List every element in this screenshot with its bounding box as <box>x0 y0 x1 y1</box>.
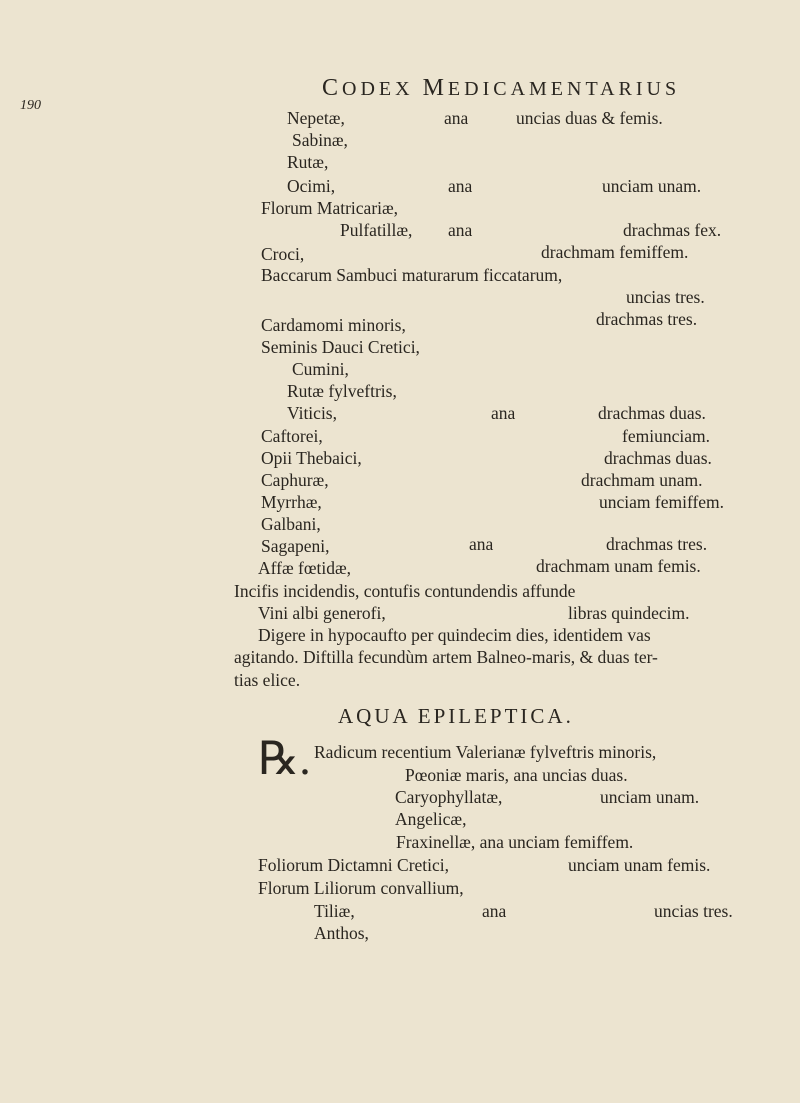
text-line: Cardamomi minoris, <box>261 315 406 335</box>
text-line: agitando. Diftilla fecundùm artem Balneo-maris, & duas ter- <box>234 647 658 667</box>
recipe-symbol: ℞. <box>258 733 311 784</box>
page-number: 190 <box>20 98 41 113</box>
text-line: ana <box>469 534 494 554</box>
text-line: Sabinæ, <box>292 130 348 150</box>
text-line: drachmas tres. <box>606 534 708 554</box>
running-header: CODEX MEDICAMENTARIUS <box>322 75 681 101</box>
text-line: Angelicæ, <box>395 809 467 829</box>
text-line: Radicum recentium Valerianæ fylveftris minoris, <box>314 742 657 762</box>
text-line: Digere in hypocaufto per quindecim dies, identidem vas <box>258 625 651 645</box>
text-line: Fraxinellæ, ana unciam femiffem. <box>396 832 634 852</box>
text-line: unciam unam femis. <box>568 855 711 875</box>
text-line: drachmas fex. <box>623 220 722 240</box>
text-line: Cumini, <box>292 359 349 379</box>
text-line: uncias tres. <box>654 901 733 921</box>
text-line: tias elice. <box>234 670 301 690</box>
text-line: Foliorum Dictamni Cretici, <box>258 855 450 875</box>
text-line: Galbani, <box>261 514 321 534</box>
text-line: ana <box>444 108 469 128</box>
text-line: Caftorei, <box>261 426 323 446</box>
text-line: Nepetæ, <box>287 108 345 128</box>
text-line: Opii Thebaici, <box>261 448 362 468</box>
text-line: uncias tres. <box>626 287 705 307</box>
text-line: Anthos, <box>314 923 369 943</box>
text-line: ana <box>482 901 507 921</box>
text-line: Rutæ fylveftris, <box>287 381 397 401</box>
text-line: Ocimi, <box>287 176 336 196</box>
text-line: unciam femiffem. <box>599 492 725 512</box>
text-line: Viticis, <box>287 403 337 423</box>
text-line: Pulfatillæ, <box>340 220 413 240</box>
text-line: Caphuræ, <box>261 470 329 490</box>
text-line: Caryophyllatæ, <box>395 787 503 807</box>
text-line: drachmas duas. <box>598 403 706 423</box>
text-line: drachmam unam. <box>581 470 703 490</box>
text-line: drachmam femiffem. <box>541 242 689 262</box>
text-line: unciam unam. <box>602 176 702 196</box>
text-line: Incifis incidendis, contufis contundendis affunde <box>234 581 576 601</box>
text-line: Sagapeni, <box>261 536 330 556</box>
section-title: AQUA EPILEPTICA. <box>338 704 574 728</box>
text-line: libras quindecim. <box>568 603 690 623</box>
text-line: unciam unam. <box>600 787 700 807</box>
text-line: ana <box>448 220 473 240</box>
text-line: drachmas duas. <box>604 448 712 468</box>
text-line: ana <box>491 403 516 423</box>
text-line: Myrrhæ, <box>261 492 322 512</box>
text-line: drachmam unam femis. <box>536 556 701 576</box>
text-line: uncias duas & femis. <box>516 108 663 128</box>
text-line: Pœoniæ maris, ana uncias duas. <box>405 765 628 785</box>
text-line: Vini albi generofi, <box>258 603 386 623</box>
text-line: Baccarum Sambuci maturarum ficcatarum, <box>261 265 563 285</box>
text-line: Rutæ, <box>287 152 329 172</box>
text-line: femiunciam. <box>622 426 710 446</box>
text-line: Florum Liliorum convallium, <box>258 878 464 898</box>
text-line: Seminis Dauci Cretici, <box>261 337 420 357</box>
text-line: ana <box>448 176 473 196</box>
text-line: Tiliæ, <box>314 901 355 921</box>
text-line: Florum Matricariæ, <box>261 198 399 218</box>
text-line: drachmas tres. <box>596 309 698 329</box>
text-line: Croci, <box>261 244 305 264</box>
text-line: Affæ fœtidæ, <box>258 558 352 578</box>
